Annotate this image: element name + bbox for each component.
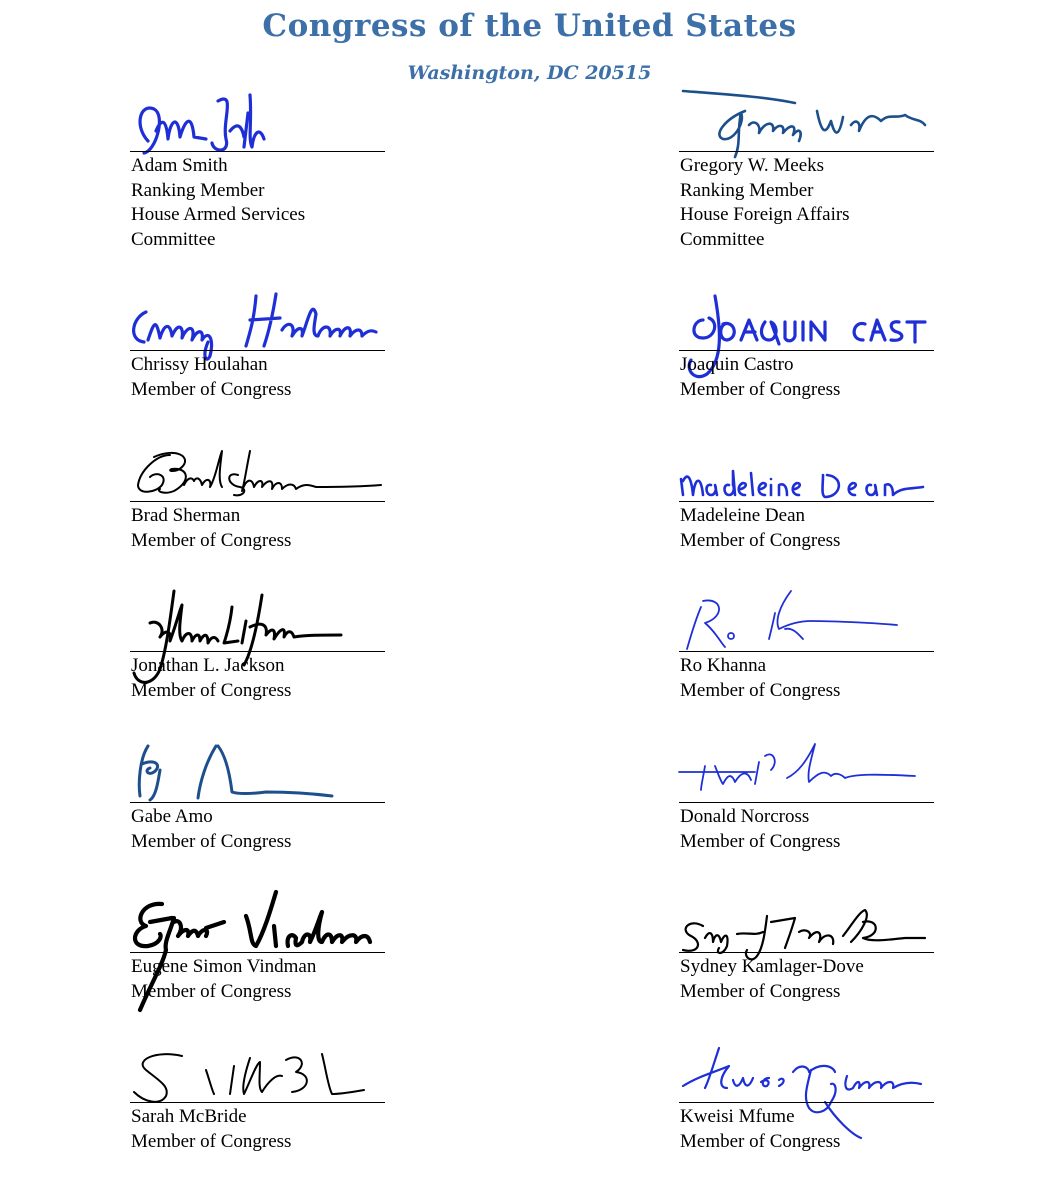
signer-text <box>680 1105 840 1154</box>
signer-name: Madeleine Dean <box>680 505 806 526</box>
signer-name: Jonathan L. Jackson <box>131 655 285 676</box>
signature-line <box>130 1102 385 1103</box>
letterhead-address: Washington, DC 20515 <box>407 62 652 84</box>
signer-text <box>131 955 316 1004</box>
signature-block-chrissy-houlahan <box>126 290 386 440</box>
signer-name: Adam Smith <box>131 155 228 176</box>
signer-text <box>131 1105 291 1154</box>
signer-title: Ranking Member <box>131 179 265 201</box>
signer-title: Ranking Member <box>680 179 814 201</box>
signer-title: Member of Congress <box>680 378 841 400</box>
signer-name: Donald Norcross <box>680 806 810 827</box>
signature-block-gregory-meeks <box>675 91 935 250</box>
signer-text <box>680 955 864 1004</box>
signature-line <box>679 651 934 652</box>
signer-title: Committee <box>131 228 216 250</box>
signer-title: Member of Congress <box>131 830 292 852</box>
signer-title: House Armed Services <box>131 204 306 225</box>
signer-name: Sydney Kamlager-Dove <box>680 956 864 977</box>
signer-text <box>680 154 850 252</box>
signature-block-sydney-kamlager-dove <box>675 892 935 1042</box>
signature-line <box>130 151 385 152</box>
signer-title: Member of Congress <box>680 830 841 852</box>
signature-line <box>130 350 385 351</box>
signer-name: Eugene Simon Vindman <box>131 956 317 977</box>
signer-title: Member of Congress <box>131 1130 292 1152</box>
signature-block-gabe-amo <box>126 742 386 892</box>
signature-block-kweisi-mfume <box>675 1042 935 1192</box>
signature-block-madeleine-dean <box>675 441 935 591</box>
signer-title: Member of Congress <box>131 679 292 701</box>
signature-block-eugene-vindman <box>126 892 386 1042</box>
signer-name: Ro Khanna <box>680 655 767 676</box>
signature-block-ro-khanna <box>675 591 935 741</box>
signature-line <box>679 151 934 152</box>
signer-name: Kweisi Mfume <box>680 1106 795 1127</box>
signer-name: Gabe Amo <box>131 806 213 827</box>
signature-line <box>679 350 934 351</box>
signature-line <box>130 501 385 502</box>
signer-title: Member of Congress <box>680 980 841 1002</box>
signer-text <box>131 353 291 402</box>
signer-title: Member of Congress <box>131 529 292 551</box>
signature-line <box>679 501 934 502</box>
signature-line <box>130 952 385 953</box>
signature-block-adam-smith <box>126 91 386 250</box>
signer-text <box>680 504 840 553</box>
signer-title: Committee <box>680 228 765 250</box>
signer-text <box>131 154 305 252</box>
signer-text <box>131 504 291 553</box>
signature-line <box>679 1102 934 1103</box>
signer-title: Member of Congress <box>131 378 292 400</box>
signature-block-joaquin-castro <box>675 290 935 440</box>
signature-line <box>679 802 934 803</box>
signer-name: Gregory W. Meeks <box>680 155 825 176</box>
signer-name: Chrissy Houlahan <box>131 354 268 375</box>
signer-title: Member of Congress <box>680 529 841 551</box>
signature-line <box>679 952 934 953</box>
signer-text <box>131 805 291 854</box>
signer-title: House Foreign Affairs <box>680 204 850 225</box>
signer-text <box>680 353 840 402</box>
signature-block-sarah-mcbride <box>126 1042 386 1192</box>
signer-name: Joaquin Castro <box>680 354 794 375</box>
signature-block-brad-sherman <box>126 441 386 591</box>
signer-title: Member of Congress <box>680 1130 841 1152</box>
signature-line <box>130 802 385 803</box>
letterhead-title: Congress of the United States <box>262 8 797 44</box>
signature-block-jonathan-jackson <box>126 591 386 741</box>
signer-name: Sarah McBride <box>131 1106 247 1127</box>
signer-title: Member of Congress <box>680 679 841 701</box>
signature-block-donald-norcross <box>675 742 935 892</box>
signature-line <box>130 651 385 652</box>
signer-text <box>131 654 291 703</box>
signer-title: Member of Congress <box>131 980 292 1002</box>
signer-text <box>680 805 840 854</box>
signer-name: Brad Sherman <box>131 505 241 526</box>
signer-text <box>680 654 840 703</box>
